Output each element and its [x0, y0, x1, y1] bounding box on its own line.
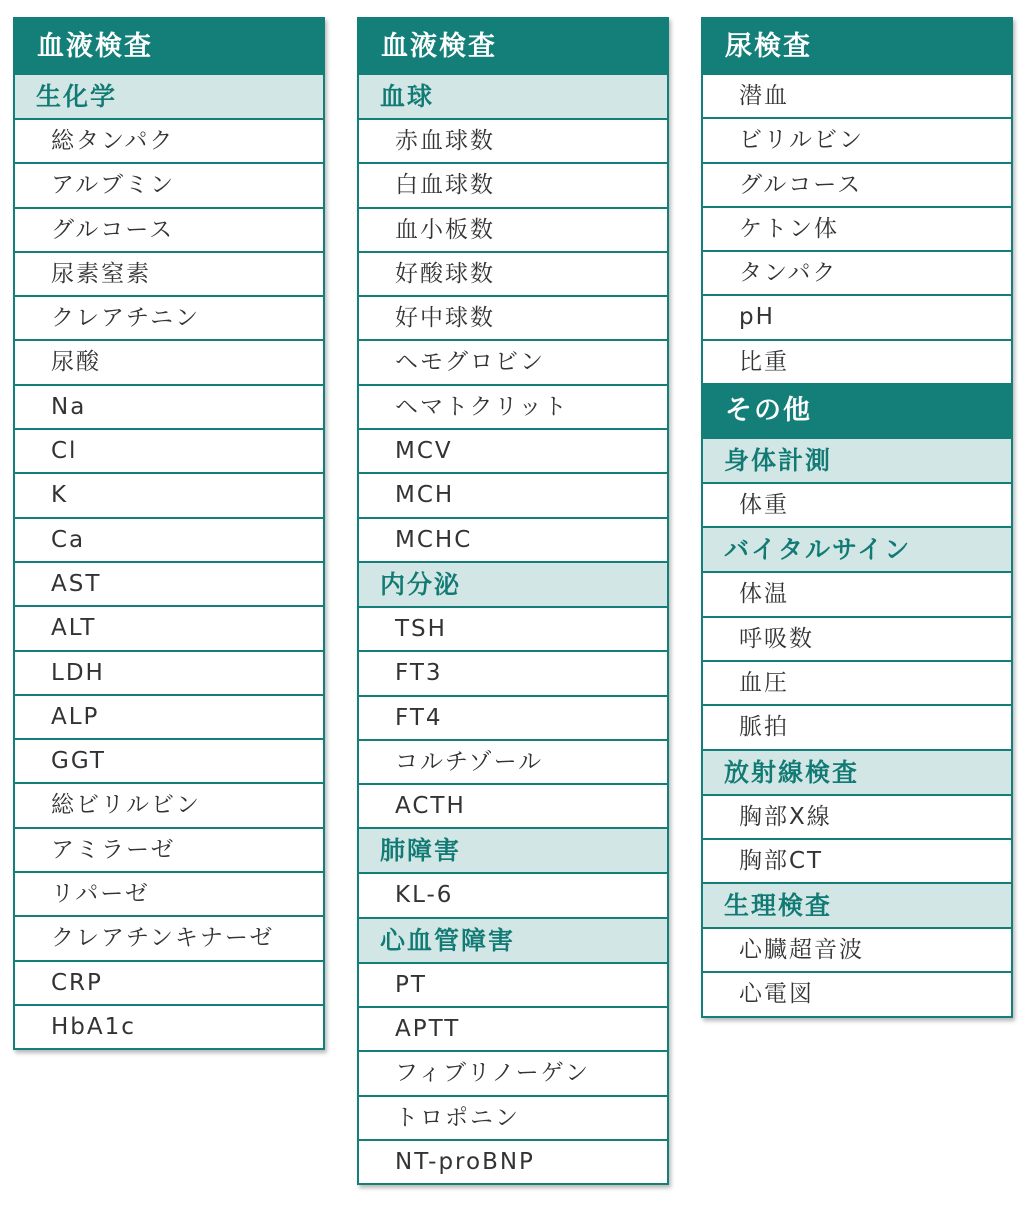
list-item: GGT: [15, 740, 323, 784]
list-item: NT-proBNP: [395, 1148, 535, 1175]
list-item: MCHC: [359, 519, 667, 563]
group-header: 心血管障害: [359, 919, 667, 964]
list-item: 心電図: [739, 981, 814, 1008]
list-item: ALP: [15, 696, 323, 740]
group-header: 生化学: [15, 75, 323, 120]
list-item: HbA1c: [51, 1013, 136, 1040]
list-item: K: [15, 474, 323, 518]
list-item: 体重: [703, 484, 1011, 528]
list-item: ケトン体: [703, 208, 1011, 252]
list-item: 脈拍: [703, 706, 1011, 750]
list-item: アミラーゼ: [15, 829, 323, 873]
list-item: 血小板数: [359, 209, 667, 253]
list-item: FT3: [359, 652, 667, 696]
list-item: 好中球数: [359, 297, 667, 341]
group-header: 血球: [359, 75, 667, 120]
list-item: タンパク: [703, 252, 1011, 296]
panel-blood-biochemistry: [13, 17, 325, 1050]
list-item: 呼吸数: [703, 618, 1011, 662]
panel-blood-other: [357, 17, 669, 1185]
list-item: ALT: [15, 607, 323, 651]
list-item: pH: [703, 296, 1011, 340]
list-item: リパーゼ: [15, 873, 323, 917]
list-item: 胸部X線: [703, 796, 1011, 840]
section-header: 尿検査: [703, 19, 1011, 75]
list-item: フィブリノーゲン: [359, 1052, 667, 1096]
list-item: LDH: [15, 652, 323, 696]
list-item: 尿酸: [15, 341, 323, 385]
group-header: 身体計測: [703, 439, 1011, 484]
list-item: APTT: [359, 1008, 667, 1052]
list-item: Na: [15, 386, 323, 430]
list-item: AST: [15, 563, 323, 607]
list-item: Cl: [15, 430, 323, 474]
list-item: 心臓超音波: [703, 929, 1011, 973]
list-item: MCH: [359, 474, 667, 518]
list-item: ACTH: [359, 785, 667, 829]
panel-urine-and-other: [701, 17, 1013, 1018]
list-item: ヘモグロビン: [359, 341, 667, 385]
list-item: 胸部CT: [703, 840, 1011, 884]
list-item: 潜血: [703, 75, 1011, 119]
section-header: 血液検査: [15, 19, 323, 75]
group-header: 放射線検査: [703, 751, 1011, 796]
list-item: MCV: [359, 430, 667, 474]
list-item: 血圧: [703, 662, 1011, 706]
list-item: 好酸球数: [359, 253, 667, 297]
list-item: クレアチニン: [15, 297, 323, 341]
list-item: グルコース: [703, 164, 1011, 208]
group-header: 内分泌: [359, 563, 667, 608]
group-header: 肺障害: [359, 829, 667, 874]
list-item: KL-6: [359, 874, 667, 918]
list-item: Ca: [15, 519, 323, 563]
list-item: コルチゾール: [359, 741, 667, 785]
group-header: バイタルサイン: [703, 528, 1011, 573]
list-item: アルブミン: [15, 164, 323, 208]
list-item: 総ビリルビン: [15, 784, 323, 828]
list-item: 比重: [739, 348, 789, 375]
list-item: 総タンパク: [15, 120, 323, 164]
list-item: グルコース: [15, 209, 323, 253]
list-item: CRP: [15, 962, 323, 1006]
list-item: ヘマトクリット: [359, 386, 667, 430]
list-item: TSH: [359, 608, 667, 652]
list-item: PT: [359, 964, 667, 1008]
list-item: FT4: [359, 697, 667, 741]
section-header: その他: [703, 383, 1011, 439]
list-item: 尿素窒素: [15, 253, 323, 297]
list-item: ビリルビン: [703, 119, 1011, 163]
list-item: 赤血球数: [359, 120, 667, 164]
list-item: 白血球数: [359, 164, 667, 208]
section-header: 血液検査: [359, 19, 667, 75]
list-item: 体温: [703, 573, 1011, 617]
list-item: クレアチンキナーゼ: [15, 917, 323, 961]
group-header: 生理検査: [703, 884, 1011, 929]
list-item: トロポニン: [359, 1097, 667, 1141]
